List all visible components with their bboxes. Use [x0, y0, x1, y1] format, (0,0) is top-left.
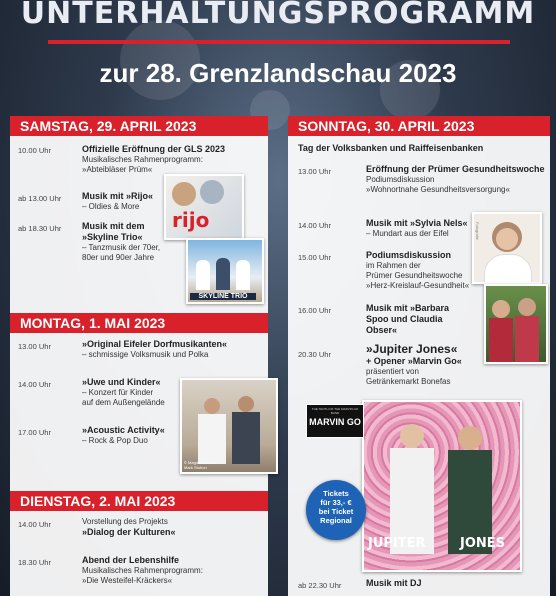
photo-credit: © Magdalene und Mark Stuhon: [184, 460, 216, 470]
marvin-go-small: THE TENTH OF THE MARVIN GO BAND: [311, 407, 359, 415]
event-time: 18.30 Uhr: [18, 558, 51, 567]
event-title: Musik mit »Rijo«: [82, 191, 154, 201]
event-line: Podiumsdiskussion: [366, 175, 435, 184]
ticket-badge: [306, 480, 366, 540]
event-title: Musik mit »Barbara Spoo und Claudia Obser«: [366, 303, 450, 335]
marvin-go-text: MARVIN GO: [309, 417, 361, 427]
event-line: im Rahmen der: [366, 261, 421, 270]
event-line: Musikalisches Rahmenprogramm:: [82, 155, 203, 164]
event-line: Getränkemarkt Bonefas: [366, 377, 451, 386]
event-time: 14.00 Uhr: [18, 380, 51, 389]
event-subtitle: + Opener »Marvin Go«: [366, 356, 462, 366]
event-title: »Original Eifeler Dorfmusikanten«: [82, 339, 228, 349]
event-line: – Konzert für Kinder: [82, 388, 154, 397]
event-line: – schmissige Volksmusik und Polka: [82, 350, 209, 359]
event-title: Musik mit »Sylvia Nels«: [366, 218, 468, 228]
event-time: 20.30 Uhr: [298, 350, 331, 359]
page-title: UNTERHALTUNGSPROGRAMM: [20, 0, 536, 31]
event-title: Eröffnung der Prümer Gesundheitswoche: [366, 164, 545, 174]
event-line: »Wohnortnahe Gesundheitsversorgung«: [366, 185, 510, 194]
event-title: »Jupiter Jones«: [366, 342, 458, 356]
event-title: »Uwe und Kinder«: [82, 377, 161, 387]
event-details: [366, 250, 476, 291]
marvin-go-logo: [306, 404, 364, 438]
event-details: [366, 344, 486, 387]
event-details: [366, 303, 462, 336]
event-details: [82, 425, 182, 446]
event-line: – Oldies & More: [82, 202, 140, 211]
sylvia-nels-photo: [472, 212, 542, 284]
event-line: präsentiert von: [366, 367, 419, 376]
title-underline: [48, 40, 510, 44]
event-title: »Acoustic Activity«: [82, 425, 165, 435]
day-heading-sunday: SONNTAG, 30. APRIL 2023: [288, 116, 550, 136]
event-time: ab 22.30 Uhr: [298, 581, 342, 590]
event-line: Musikalisches Rahmenprogramm:: [82, 566, 203, 575]
event-line: Vorstellung des Projekts: [82, 517, 168, 526]
skyline-label: SKYLINE TRIO: [190, 293, 256, 300]
ticket-line: Regional: [320, 516, 352, 525]
acoustic-activity-photo: [180, 378, 278, 474]
day-heading-monday: MONTAG, 1. MAI 2023: [10, 313, 268, 333]
event-line: auf dem Außengelände: [82, 398, 165, 407]
ticket-line: Tickets: [323, 489, 349, 498]
event-details: [366, 578, 516, 589]
day-intro: [298, 143, 544, 154]
event-time: 16.00 Uhr: [298, 306, 331, 315]
event-line: – Tanzmusik der 70er,: [82, 243, 161, 252]
event-title: Musik mit DJ: [366, 578, 422, 588]
jupiter-label-left: JUPITER: [368, 536, 426, 551]
day-heading-tuesday: DIENSTAG, 2. MAI 2023: [10, 491, 268, 511]
event-details: [82, 339, 266, 360]
event-details: [82, 517, 266, 538]
rijo-logo: rijo: [172, 208, 210, 232]
event-line: »Die Westeifel-Kräckers«: [82, 576, 173, 585]
event-details: [82, 221, 182, 263]
event-details: [82, 555, 266, 586]
event-time: 14.00 Uhr: [18, 520, 51, 529]
event-line: 80er und 90er Jahre: [82, 253, 155, 262]
skyline-trio-photo: [186, 238, 264, 304]
ticket-line: bei Ticket: [318, 507, 354, 516]
event-time: 10.00 Uhr: [18, 146, 51, 155]
event-title: Abend der Lebenshilfe: [82, 555, 180, 565]
day-intro-text: Tag der Volksbanken und Raiffeisenbanken: [298, 143, 484, 153]
event-time: ab 13.00 Uhr: [18, 194, 62, 203]
event-line: – Mundart aus der Eifel: [366, 229, 449, 238]
event-details: [366, 164, 546, 195]
event-line: – Rock & Pop Duo: [82, 436, 148, 445]
jupiter-jones-photo: [362, 400, 522, 572]
event-details: [366, 218, 474, 239]
day-heading-saturday: SAMSTAG, 29. APRIL 2023: [10, 116, 268, 136]
event-title: Podiumsdiskussion: [366, 250, 452, 260]
event-title: »Dialog der Kulturen«: [82, 527, 176, 537]
event-line: »Herz-Kreislauf-Gesundheit«: [366, 281, 470, 290]
event-line: »Abteibläser Prüm«: [82, 165, 153, 174]
spoo-obser-photo: [484, 284, 548, 364]
event-details: [82, 377, 182, 408]
event-title: Offizielle Eröffnung der GLS 2023: [82, 144, 226, 154]
photo-credit: Fotografie: [475, 222, 480, 241]
jupiter-label-right: JONES: [460, 536, 506, 551]
ticket-line: für 33,- €: [320, 498, 352, 507]
event-time: 14.00 Uhr: [298, 221, 331, 230]
event-details: [82, 144, 262, 175]
event-line: Prümer Gesundheitswoche: [366, 271, 463, 280]
event-time: 13.00 Uhr: [298, 167, 331, 176]
event-time: 13.00 Uhr: [18, 342, 51, 351]
event-time: 17.00 Uhr: [18, 428, 51, 437]
page-subtitle: zur 28. Grenzlandschau 2023: [99, 58, 457, 88]
event-time: ab 18.30 Uhr: [18, 224, 62, 233]
event-time: 15.00 Uhr: [298, 253, 331, 262]
event-title: Musik mit dem »Skyline Trio«: [82, 221, 145, 242]
